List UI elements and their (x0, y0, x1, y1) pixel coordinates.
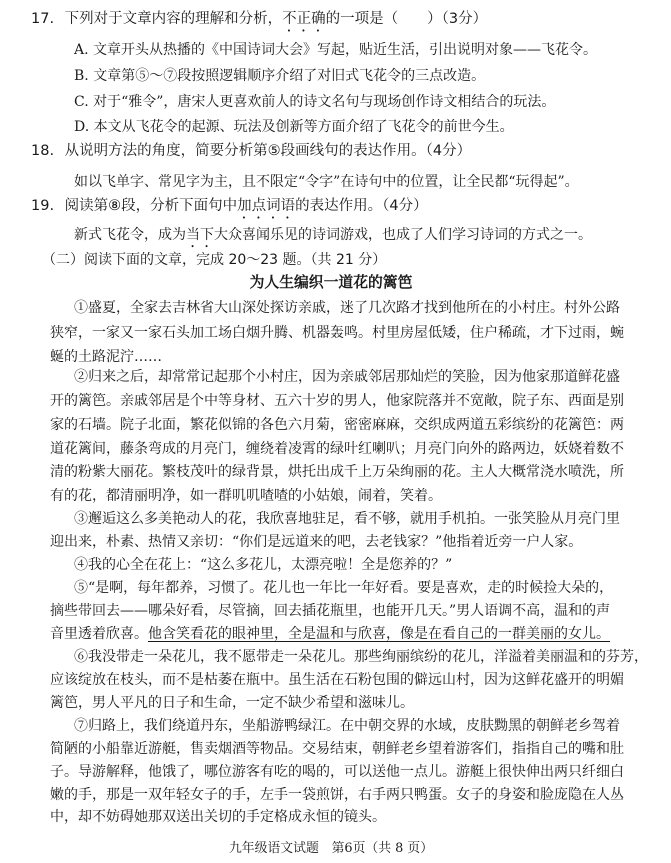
question-stem-end: 的表达作用。（4分） (295, 198, 428, 214)
paragraph-line: 篱笆，男人平凡的日子和生命，一定不缺少希望和滋味儿。 (50, 695, 414, 711)
question-18 (31, 142, 471, 160)
article-title: 为人生编织一道花的篱笆 (249, 273, 413, 291)
option-a: A. 文章开头从热播的《中国诗词大会》写起，贴近生活，引出说明对象——飞花令。 (74, 42, 598, 58)
paragraph-line: ①盛夏，全家去吉林省大山深处探访亲戚，迷了几次路才找到他所在的小村庄。村外公路 (74, 300, 620, 316)
paragraph-line: 蜒的土路泥泞…… (50, 349, 162, 365)
question-stem: 阅读第⑧段，分析下面句中 (64, 198, 238, 214)
question-stem: 下列对于文章内容的理解和分析， (64, 11, 283, 27)
paragraph-line: 子。导游解释，他饿了，哪位游客有吃的喝的，可以送他一点儿。游艇上很快伸出两只纤细白 (50, 764, 624, 780)
paragraph-line: 嫩的手，那是一双年轻女子的手，左手一袋煎饼，右手两只鸭蛋。女子的身姿和脸庞隐在人丛 (50, 787, 624, 803)
paragraph-line: 中，却不妨碍她那双送出关切的手定格成永恒的镜头。 (50, 809, 386, 825)
option-d: D. 本文从飞花令的起源、玩法及创新等方面介绍了飞花令的前世今生。 (74, 119, 514, 135)
option-b: B. 文章第⑤～⑦段按照逻辑顺序介绍了对旧式飞花令的三点改造。 (74, 68, 486, 84)
question-stem-end: 的一项是（ ）（3分） (325, 11, 488, 27)
paragraph-line: 简陋的小船靠近游艇，售卖烟酒等物品。交易结束，朝鲜老乡望着游客们，指指自己的嘴和肚 (50, 741, 624, 757)
question-number: 19. (31, 198, 55, 214)
emphasized-word: 加点词语 (237, 198, 296, 214)
paragraph-line: 狭窄，一家又一家石头加工场白烟升腾、机器轰鸣。村里房屋低矮，住户稀疏，才下过雨，蜿 (50, 325, 624, 341)
option-c: C. 对于“雅令”，唐宋人更喜欢前人的诗文名句与现场创作诗文相结合的玩法。 (74, 94, 556, 110)
paragraph-line: 音里透着欣喜。他含笑看花的眼神里，全是温和与欣喜，像是在看自己的一群美丽的女儿。 (50, 626, 610, 642)
quoted-sentence: 新式飞花令，成为当下大众喜闻乐见的诗词游戏，也成了人们学习诗词的方式之一。 (74, 227, 592, 243)
paragraph-line: 道花篱间，藤条弯成的月亮门，缠绕着凌霄的绿叶红喇叭；月亮门向外的路两边，妖娆着数不 (50, 441, 624, 457)
paragraph-line: ②归来之后，却常常记起那个小村庄，因为亲戚邻居那灿烂的笑脸，因为他家那道鲜花盛 (74, 369, 620, 385)
paragraph-line: 摘些带回去——哪朵好看，尽管摘，回去插花瓶里，也能开几天。”男人语调不高，温和的声 (50, 603, 611, 619)
quoted-sentence: 如以飞单字、常见字为主，且不限定“令字”在诗句中的位置，让全民都“玩得起”。 (74, 174, 579, 190)
paragraph-line: ⑤“是啊，每年都养，习惯了。花儿也一年比一年好看。要是喜欢，走的时候捡大朵的， (74, 580, 614, 596)
paragraph-line: 清的粉紫大丽花。繁枝茂叶的绿背景，烘托出成千上万朵绚丽的花。主人大概常浇水喷洗，所 (50, 464, 624, 480)
paragraph-line: 开的篱笆。亲戚邻居是个中等身材、五六十岁的男人，他家院落并不宽敞，院子东、西面是别 (50, 393, 624, 409)
dotted-word: 当下 (186, 227, 214, 243)
page-footer: 九年级语文试题 第6页（共 8 页） (228, 841, 434, 856)
paragraph-line: ③邂逅这么多美艳动人的花，我欣喜地驻足，看不够，就用手机拍。一张笑脸从月亮门里 (74, 511, 620, 527)
question-number: 18. (31, 143, 55, 159)
paragraph-line: 迎出来，朴素、热情又亲切：“你们是远道来的吧，去老钱家？”他指着近旁一户人家。 (50, 534, 583, 550)
emphasized-word: 不正确 (282, 11, 326, 27)
paragraph-line: ④我的心全在花上：“这么多花儿，太漂亮啦！全是您养的？” (74, 557, 453, 573)
paragraph-line: ⑥我没带走一朵花儿，我不愿带走一朵花儿。那些绚丽缤纷的花儿，洋溢着美丽温和的芬芳， (74, 649, 648, 665)
underlined-sentence: 他含笑看花的眼神里，全是温和与欣喜，像是在看自己的一群美丽的女儿。 (148, 626, 610, 642)
paragraph-line: 家的石墙。院子北面，繁花似锦的各色六月菊，密密麻麻，交织成两道五彩缤纷的花篱笆：两 (50, 417, 624, 433)
question-number: 17. (31, 11, 55, 27)
question-17 (31, 10, 487, 35)
question-stem: 从说明方法的角度，简要分析第⑤段画线句的表达作用。（4分） (64, 143, 472, 159)
paragraph-line: 应该绽放在枝头，而不是枯萎在瓶中。虽生活在石粉包围的僻远山村，因为这鲜花盛开的明媚 (50, 672, 624, 688)
section-heading: （二）阅读下面的文章，完成 20～23 题。（共 21 分） (42, 252, 387, 268)
paragraph-line: ⑦归路上，我们绕道丹东，坐船游鸭绿江。在中朝交界的水域，皮肤黝黑的朝鲜老乡驾着 (74, 718, 620, 734)
question-19 (31, 197, 428, 222)
paragraph-line: 有的花，都清丽明净，如一群叽叽喳喳的小姑娘，闹着，笑着。 (50, 488, 442, 504)
